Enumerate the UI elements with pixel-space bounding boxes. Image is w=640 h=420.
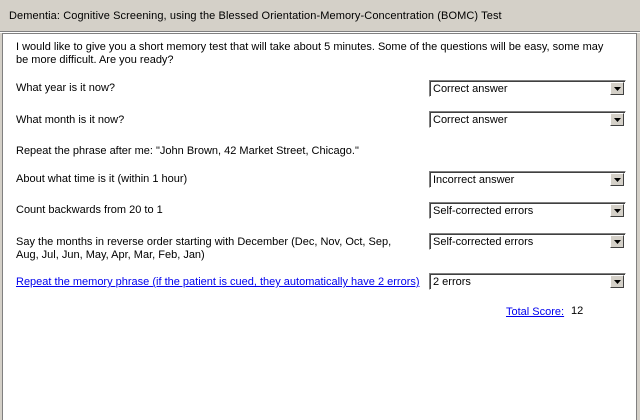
question-time-select[interactable]	[429, 171, 626, 188]
question-memory-phrase-value: 2 errors	[433, 276, 471, 288]
intro-text: I would like to give you a short memory test that will take about 5 minutes. Some of the questions will be easy, some may be more difficult. Are you ready?	[16, 41, 604, 66]
question-months-reverse-label: Say the months in reverse order starting with December (Dec, Nov, Oct, Sep, Aug, Jul, Jun, May, Apr, Mar, Feb, Jan)	[16, 236, 392, 261]
window-title-bar	[0, 0, 640, 33]
chevron-down-icon[interactable]	[610, 173, 624, 186]
panel-edge	[636, 33, 640, 420]
question-month-label: What month is it now?	[16, 114, 125, 126]
repeat-phrase-label: Repeat the phrase after me: "John Brown, 42 Market Street, Chicago."	[16, 145, 359, 157]
question-year-value: Correct answer	[433, 83, 508, 95]
question-time-value: Incorrect answer	[433, 174, 515, 186]
total-score-value: 12	[571, 305, 584, 317]
question-year-select[interactable]	[429, 80, 626, 97]
question-time-label: About what time is it (within 1 hour)	[16, 173, 188, 185]
total-score-link[interactable]: Total Score:	[506, 306, 565, 318]
chevron-down-icon[interactable]	[610, 204, 624, 217]
question-count-select[interactable]	[429, 202, 626, 219]
question-memory-phrase-select[interactable]	[429, 273, 626, 290]
question-month-select[interactable]	[429, 111, 626, 128]
repeat-memory-phrase-link[interactable]: Repeat the memory phrase (if the patient is cued, they automatically have 2 errors)	[16, 276, 420, 288]
chevron-down-icon[interactable]	[610, 275, 624, 288]
chevron-down-icon[interactable]	[610, 113, 624, 126]
question-year-label: What year is it now?	[16, 82, 116, 94]
chevron-down-icon[interactable]	[610, 82, 624, 95]
chevron-down-icon[interactable]	[610, 235, 624, 248]
question-count-value: Self-corrected errors	[433, 205, 534, 217]
question-months-reverse-select[interactable]	[429, 233, 626, 250]
question-months-reverse-value: Self-corrected errors	[433, 236, 534, 248]
window-title: Dementia: Cognitive Screening, using the Blessed Orientation-Memory-Concentration (BOMC) Test	[9, 10, 502, 22]
question-month-value: Correct answer	[433, 114, 508, 126]
question-count-label: Count backwards from 20 to 1	[16, 204, 163, 216]
